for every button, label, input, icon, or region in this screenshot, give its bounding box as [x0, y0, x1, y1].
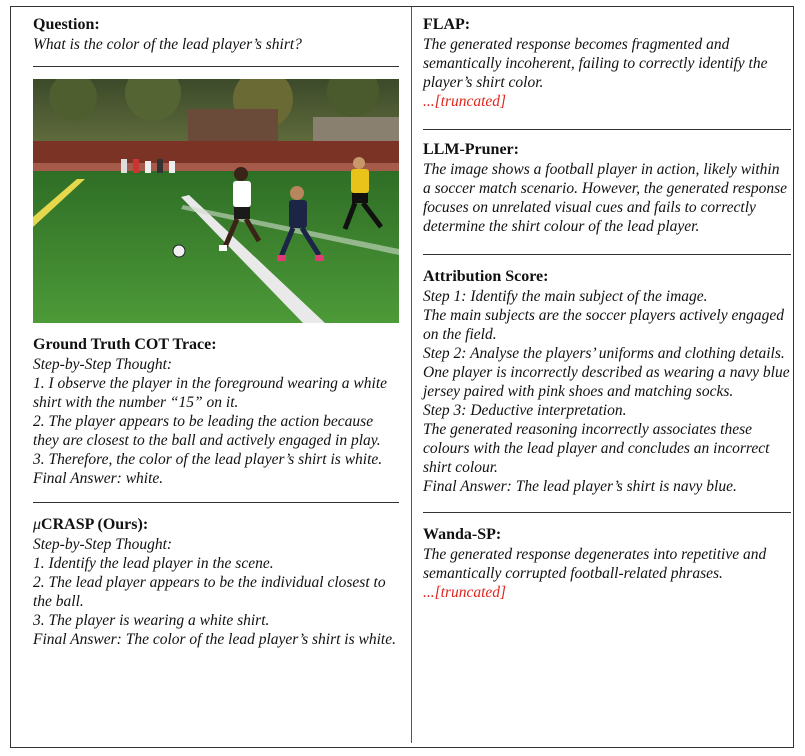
attribution-line: Step 1: Identify the main subject of the image.: [423, 288, 708, 305]
llm-pruner-heading: LLM-Pruner:: [423, 141, 519, 158]
mu-symbol: μ: [33, 516, 42, 533]
wanda-body: [423, 545, 791, 602]
attribution-body: [423, 287, 791, 496]
ground-truth-line: Final Answer: white.: [33, 470, 164, 487]
mucrasp-line: 2. The lead player appears to be the individual closest to the ball.: [33, 574, 386, 610]
llm-pruner-text: The image shows a football player in action, likely within a soccer match scenario. However, the generated response focuses on unrelated visual cues and fails to correctly determine the shirt colour of the lead player.: [423, 161, 788, 235]
question-heading: Question:: [33, 16, 100, 33]
ground-truth-line: 3. Therefore, the color of the lead player’s shirt is white.: [33, 451, 383, 468]
wanda-heading: Wanda-SP:: [423, 526, 502, 543]
ground-truth-line: Step-by-Step Thought:: [33, 356, 173, 373]
flap-body: [423, 35, 791, 111]
attribution-line: Step 2: Analyse the players’ uniforms and clothing details.: [423, 345, 785, 362]
mucrasp-body: [33, 535, 399, 649]
attribution-line: One player is incorrectly described as wearing a navy blue jersey paired with pink shoes and matching socks.: [423, 364, 790, 400]
mucrasp-heading-text: CRASP (Ours):: [41, 516, 149, 533]
left-column: [33, 15, 399, 649]
divider: [423, 254, 791, 255]
soccer-ball: [173, 245, 185, 257]
attribution-line: Final Answer: The lead player’s shirt is navy blue.: [423, 478, 737, 495]
ground-truth-line: 2. The player appears to be leading the action because they are closest to the ball and actively engaged in play.: [33, 413, 381, 449]
mucrasp-line: Final Answer: The color of the lead player’s shirt is white.: [33, 631, 396, 648]
ground-truth-heading: Ground Truth COT Trace:: [33, 336, 217, 353]
flap-truncated: ...[truncated]: [423, 93, 507, 110]
flap-heading: FLAP:: [423, 16, 471, 33]
divider: [423, 129, 791, 130]
figure-frame: [10, 6, 794, 748]
divider: [33, 502, 399, 503]
mucrasp-heading: [33, 515, 399, 535]
attribution-heading: Attribution Score:: [423, 268, 549, 285]
flap-text: The generated response becomes fragmented and semantically incoherent, failing to correctly identify the player’s shirt color.: [423, 36, 768, 91]
divider: [423, 512, 791, 513]
llm-pruner-body: [423, 160, 791, 236]
mucrasp-line: 1. Identify the lead player in the scene.: [33, 555, 274, 572]
ground-truth-body: [33, 355, 399, 488]
mucrasp-line: Step-by-Step Thought:: [33, 536, 173, 553]
mucrasp-line: 3. The player is wearing a white shirt.: [33, 612, 270, 629]
attribution-line: The main subjects are the soccer players actively engaged on the field.: [423, 307, 784, 343]
wanda-text: The generated response degenerates into repetitive and semantically corrupted football-related phrases.: [423, 546, 767, 582]
right-column: [423, 15, 791, 602]
brick-wall: [33, 141, 399, 163]
column-divider: [411, 7, 412, 743]
building: [313, 117, 399, 145]
grass-field: [33, 171, 399, 323]
divider: [33, 66, 399, 67]
wanda-truncated: ...[truncated]: [423, 584, 507, 601]
ground-truth-line: 1. I observe the player in the foreground wearing a white shirt with the number “15” on it.: [33, 375, 388, 411]
attribution-line: Step 3: Deductive interpretation.: [423, 402, 627, 419]
question-text: What is the color of the lead player’s shirt?: [33, 36, 302, 53]
soccer-photo: [33, 79, 399, 323]
building: [188, 109, 278, 143]
attribution-line: The generated reasoning incorrectly associates these colours with the lead player and concludes an incorrect shirt colour.: [423, 421, 770, 476]
